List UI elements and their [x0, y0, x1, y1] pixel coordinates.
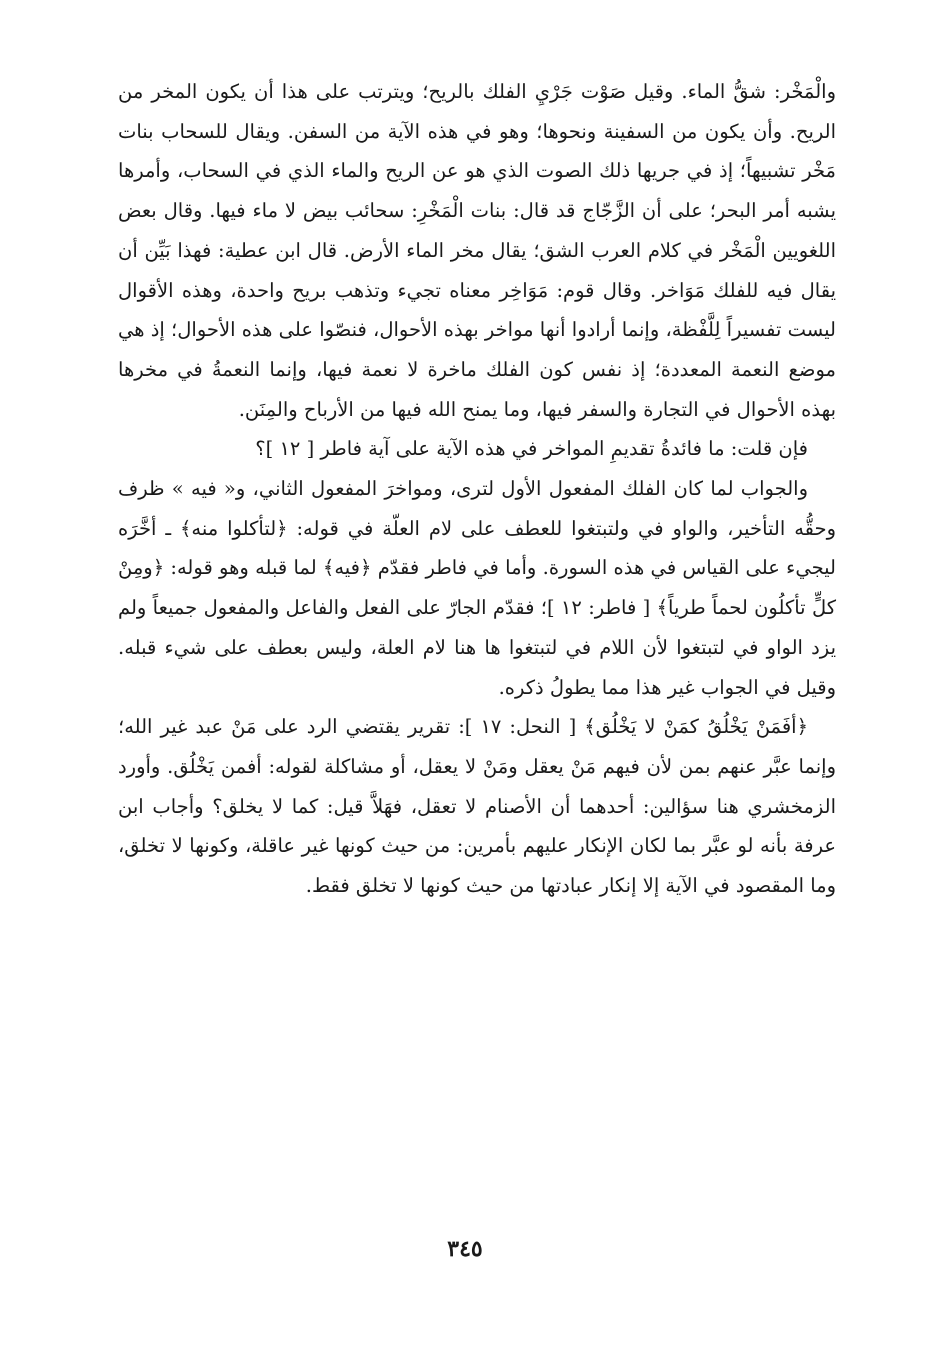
paragraph-makhr-definition: والْمَخْر: شقُّ الماء. وقيل صَوْت جَرْيِ الفلك بالريح؛ ويترتب على هذا أن يكون المخر من الريح. وأن يكون من السفينة ونحوها؛ وهو في هذه الآية من السفن. ويقال للسحاب بنات مَخْر تشبيهاً؛ إذ في جريها ذلك الصوت الذي هو عن الريح والماء الذي في السحاب، وأمرها يشبه أمر البحر؛ على أن الزَّجّاج قد قال: بنات الْمَخْرِ: سحائب بيض لا ماء فيها. وقال بعض اللغويين الْمَخْر في كلام العرب الشق؛ يقال مخر الماء الأرض. قال ابن عطية: فهذا بَيِّن أن يقال فيه للفلك مَوَاخر. وقال قوم: مَوَاخِر معناه تجيء وتذهب بريح واحدة، وهذه الأقوال ليست تفسيراً لِلَّفْظة، وإنما أرادوا أنها مواخر بهذه الأحوال، فنصّوا على هذه الأحوال؛ إذ هي موضع النعمة المعددة؛ إذ نفس كون الفلك ماخرة لا نعمة فيها، وإنما النعمةُ في مخرها بهذه الأحوال في التجارة والسفر فيها، وما يمنح الله فيها من الأرباح والمِنَن.	[118, 80, 836, 421]
paragraph-answer: والجواب لما كان الفلك المفعول الأول لترى، ومواخرَ المفعول الثاني، و« فيه » ظرف وحقُّه التأخير، والواو في ولتبتغوا للعطف على لام العلّة في قوله: ﴿لتأكلوا منه﴾ ـ أخَّرَه ليجيء على القياس في هذه السورة. وأما في فاطر فقدّم ﴿فيه﴾ لما قبله وهو قوله: ﴿ومِنْ كلٍّ تأكلُون لحماً طرياً﴾ [ فاطر: ١٢ ]؛ فقدّم الجارّ على الفعل والفاعل والمفعول جميعاً ولم يزد الواو في لتبتغوا لأن اللام في لتبتغوا ها هنا لام العلة، وليس بعطف على شيء قبله. وقيل في الجواب غير هذا مما يطولُ ذكره.	[118, 477, 836, 699]
body-text	[118, 72, 836, 906]
paragraph-question: فإن قلت: ما فائدةُ تقديمِ المواخر في هذه الآية على آية فاطر [ ١٢ ]؟	[255, 437, 808, 461]
paragraph-afaman-yakhluq: ﴿أفَمَنْ يَخْلُقُ كمَنْ لا يَخْلُق﴾ [ النحل: ١٧ ]: تقرير يقتضي الرد على مَنْ عبد غير الله؛ وإنما عبَّر عنهم بمن لأن فيهم مَنْ يعقل ومَنْ لا يعقل، أو مشاكلة لقوله: أفمن يَخْلُق. وأورد الزمخشري هنا سؤالين: أحدهما أن الأصنام لا تعقل، فهَلاَّ قيل: كما لا يخلق؟ وأجاب ابن عرفة بأنه لو عبَّر بما لكان الإنكار عليهم بأمرين: من حيث كونها غير عاقلة، وكونها لا تخلق، وما المقصود في الآية إلا إنكار عبادتها من حيث كونها لا تخلق فقط.	[118, 715, 836, 898]
page-number: ٣٤٥	[447, 1236, 483, 1262]
